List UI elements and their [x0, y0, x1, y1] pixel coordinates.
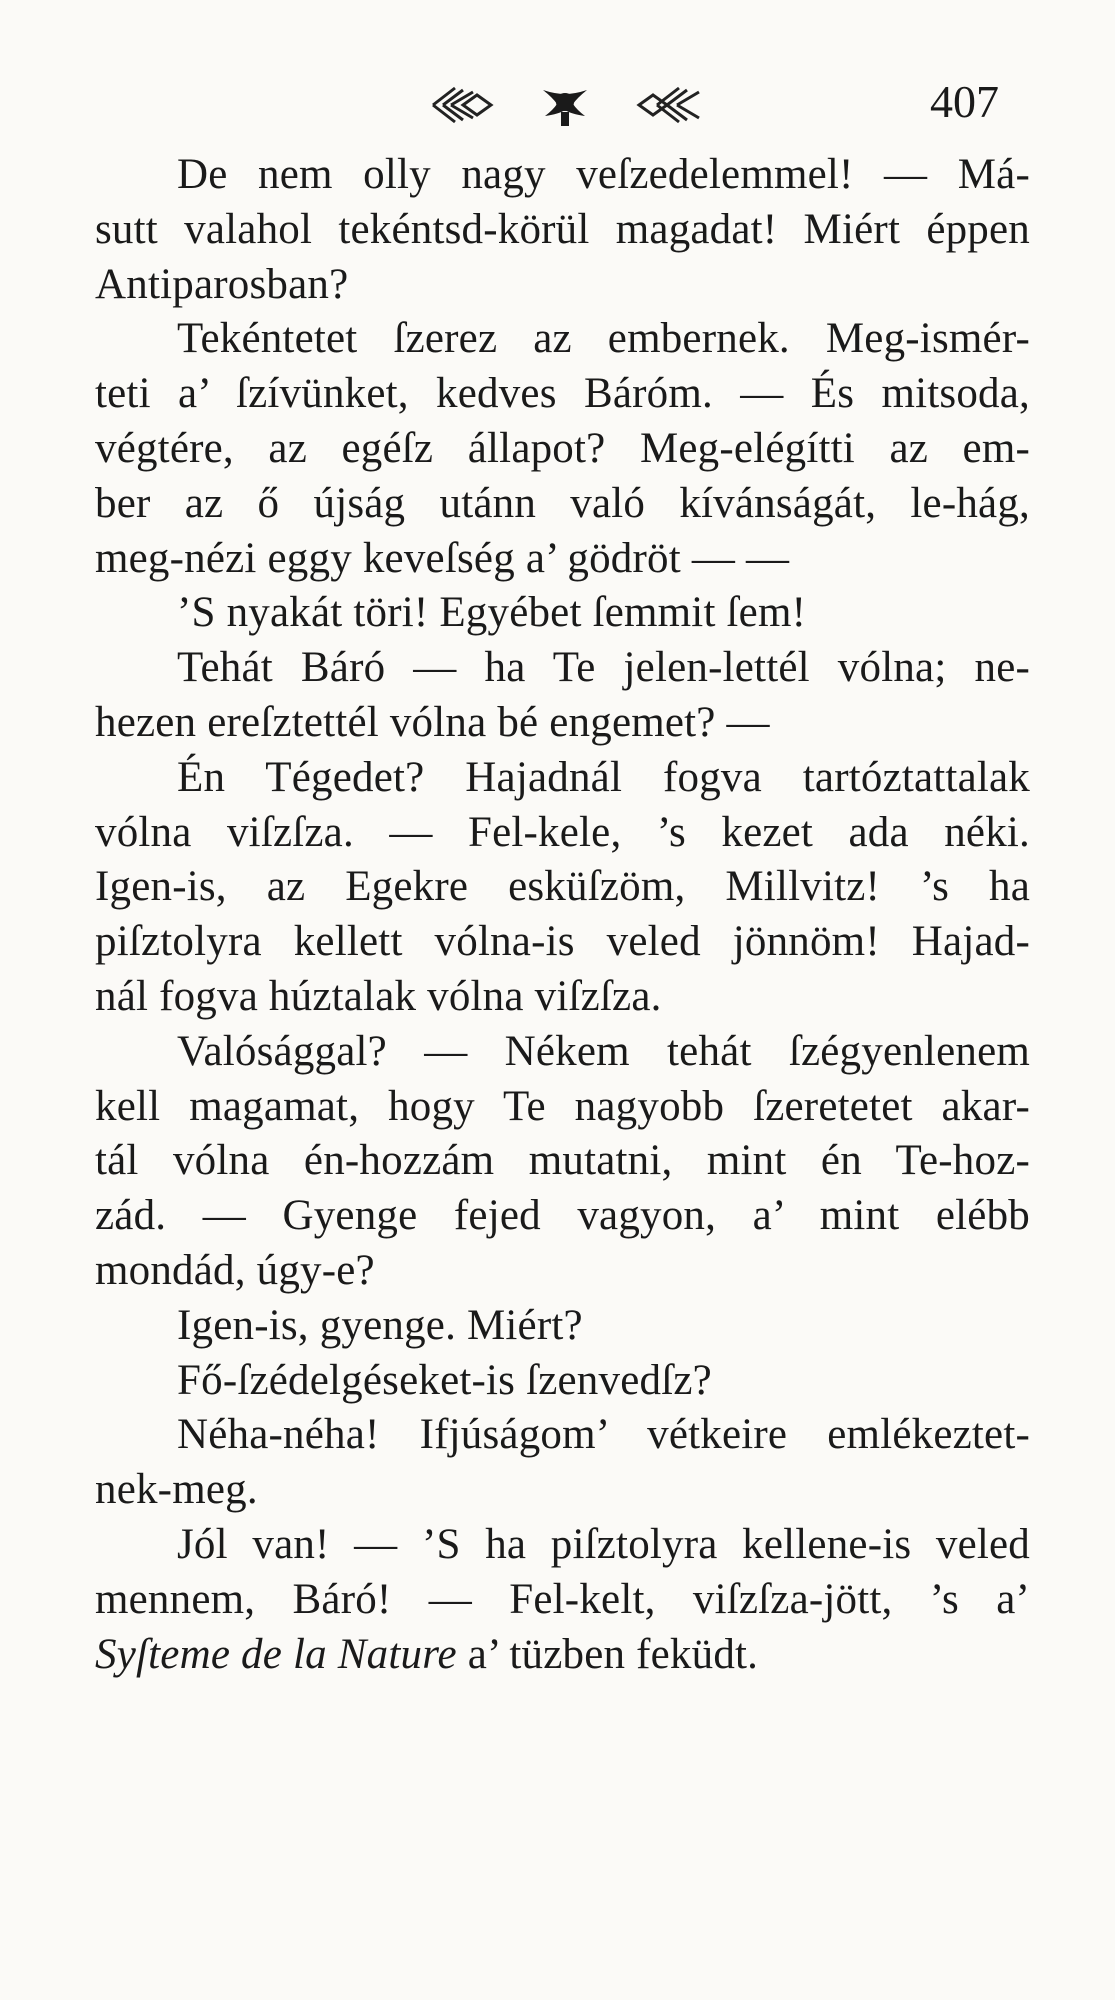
text-line: Néha-néha! Ifjúságom’ vétkeire emlékeztet-: [177, 1411, 1030, 1459]
text-line: Igen-is, az Egekre esküſzöm, Millvitz! ’s ha: [95, 863, 1030, 911]
text-line: vólna viſzſza. — Fel-kele, ’s kezet ada néki.: [95, 808, 1030, 856]
text-line: Én Tégedet? Hajadnál fogva tartóztattalak: [177, 753, 1030, 801]
text-line: piſztolyra kellett vólna-is veled jönnöm! Hajad-: [95, 918, 1030, 966]
text-line: Antiparosban?: [95, 260, 349, 308]
text-line: mennem, Báró! — Fel-kelt, viſzſza-jött, ’s a’: [95, 1575, 1030, 1623]
text-line: nek-meg.: [95, 1466, 258, 1514]
text-line: kell magamat, hogy Te nagyobb ſzeretetet akar-: [95, 1082, 1030, 1130]
text-line: Fő-ſzédelgéseket-is ſzenvedſz?: [177, 1356, 712, 1404]
text-line: zád. — Gyenge fejed vagyon, a’ mint elébb: [95, 1192, 1030, 1240]
text-line: nál fogva húztalak vólna viſzſza.: [95, 972, 662, 1020]
text-line: teti a’ ſzívünket, kedves Báróm. — És mitsoda,: [95, 370, 1030, 418]
text-line: Tehát Báró — ha Te jelen-lettél vólna; ne-: [177, 644, 1030, 692]
text-line: Igen-is, gyenge. Miért?: [177, 1301, 583, 1349]
floral-ornament-icon: [425, 80, 705, 130]
final-line-rest: a’ tüzben feküdt.: [456, 1630, 759, 1678]
text-line: sutt valahol tekéntsd-körül magadat! Miért éppen: [95, 205, 1030, 253]
text-line: mondád, úgy-e?: [95, 1246, 375, 1294]
text-line: hezen ereſztettél vólna bé engemet? —: [95, 698, 770, 746]
text-line: ’S nyakát töri! Egyébet ſemmit ſem!: [177, 589, 807, 637]
page-number: 407: [930, 76, 999, 127]
text-line: ber az ő újság utánn való kívánságát, le-hág,: [95, 479, 1030, 527]
book-title-italic: Syſteme de la Nature: [95, 1630, 457, 1678]
text-line: Tekéntetet ſzerez az embernek. Meg-ismér-: [177, 315, 1030, 363]
text-line: végtére, az egéſz állapot? Meg-elégítti az em-: [95, 424, 1030, 472]
body-text: [95, 148, 1030, 1682]
text-line: Jól van! — ’S ha piſztolyra kellene-is veled: [177, 1520, 1030, 1568]
text-line: tál vólna én-hozzám mutatni, mint én Te-hoz-: [95, 1137, 1030, 1185]
text-line: Valósággal? — Nékem tehát ſzégyenlenem: [177, 1027, 1030, 1075]
text-line-final: [95, 1628, 1030, 1683]
page-header: [0, 70, 1115, 140]
text-line: De nem olly nagy veſzedelemmel! — Má-: [177, 151, 1030, 198]
text-line: meg-nézi eggy keveſség a’ gödröt — —: [95, 534, 790, 582]
